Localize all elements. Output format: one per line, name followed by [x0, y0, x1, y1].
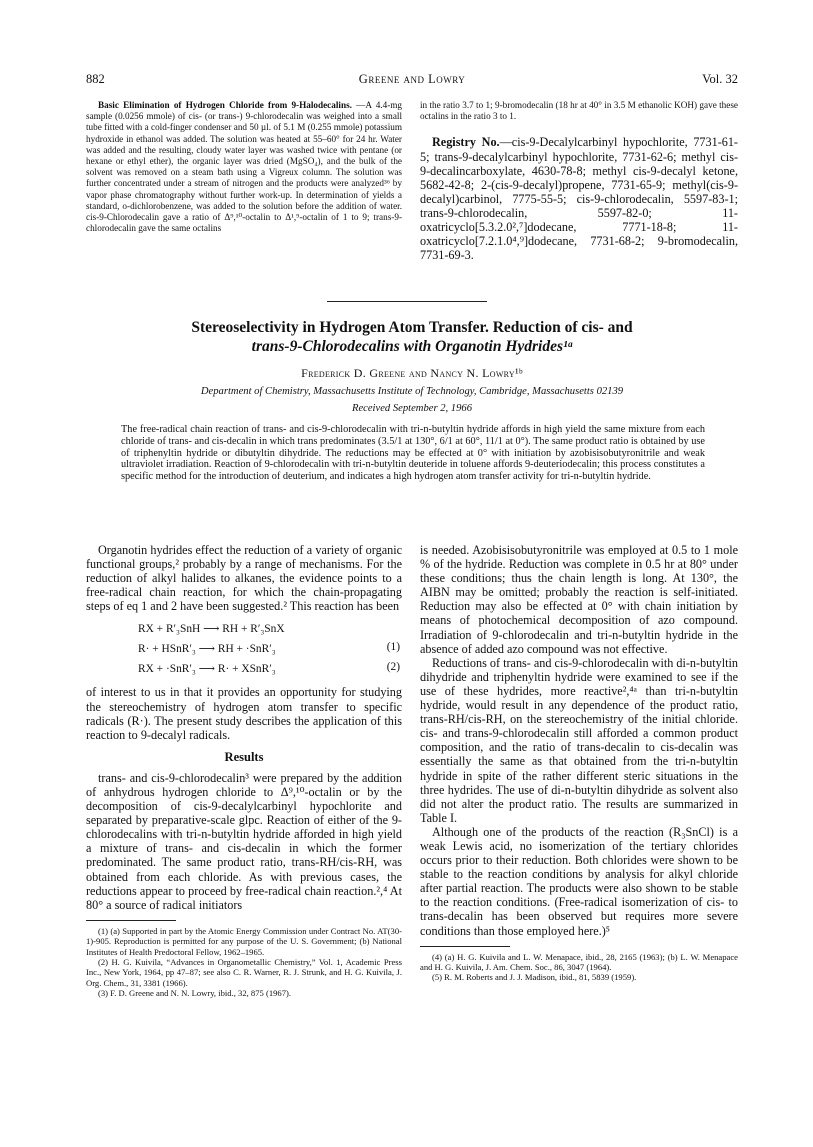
registry-paragraph [420, 135, 738, 262]
registry-label: Registry No. [432, 135, 500, 150]
abstract: The free-radical chain reaction of trans- and cis-9-chlorodecalin with tri-n-butyltin hydride affords in high yield the same mixture from each chloride of trans- and cis-decalin in which trans predominates (3.5/1 at 130°, 6/1 at 60°, 11/1 at 0°). The same product ratio is obtained by use of triphenyltin hydride or dibutyltin dihydride. The reductions may be effected at 0° with initiation by azobisisobutyronitrile and weak ultraviolet irradiation. Reaction of 9-chlorodecalin with tri-n-butyltin deuteride in toluene affords 9-deuteriodecalin; this process constitutes a specific method for the introduction of deuterium, and indicates a high hydrogen atom transfer activity for tri-n-butyltin hydride. [121, 424, 705, 483]
experimental-continuation: in the ratio 3.7 to 1; 9-bromodecalin (18 hr at 40° in 3.5 M ethanolic KOH) gave these octalins in the ratio 3 to 1. [420, 100, 738, 122]
experimental-body: —A 4.4-mg sample (0.0256 mmole) of cis- (or trans-) 9-chlorodecalin was weighed into a small tube fitted with a cold-finger condenser and 50 µl. of 5.1 M (0.255 mmole) potassium hydroxide in ethanol was added. The solution was heated at 55–60° for 24 hr. Water was added and the resulting, cloudy water layer was washed twice with pentane (or hexane or ethyl ether), the organic layer was dried (MgSO₄), and the bulk of the solvent was removed on a steam bath using a Vigreux column. The solution was further concentrated under a stream of nitrogen and the products were analyzed³⁶ by vapor phase chromatography without further work-up. In determination of yields a standard, o-dichlorobenzene, was added to the solution before the addition of water. cis-9-Chlorodecalin gave a ratio of Δ⁹,¹⁰-octalin to Δ¹,⁹-octalin of 1 to 9; trans-9-chlorodecalin gave the same octalins [86, 100, 402, 234]
section-divider [327, 301, 487, 302]
footnote-rule-right [420, 946, 510, 947]
page-header [86, 72, 738, 88]
footnote-3: (3) F. D. Greene and N. N. Lowry, ibid., 32, 875 (1967). [98, 988, 292, 999]
experimental-paragraph [86, 100, 402, 234]
initiation-paragraph: is needed. Azobisisobutyronitrile was employed at 0.5 to 1 mole % of the hydride. Reduction was complete in 0.5 hr at 80° under these conditions; thus the chain length is long. At 130°, the AIBN may be omitted; probably the reaction is self-initiated. Reduction may also be effected at 0° with chain initiation by means of photochemical decomposition of azo compound. Irradiation of 9-chlorodecalin and tri-n-butyltin hydride in the absence of added azo compound was not effective. [420, 543, 738, 656]
body-right-column [420, 543, 738, 983]
equation-1-text: R· + HSnR′₃ ⟶ RH + ·SnR′₃ [138, 643, 276, 656]
title-line-1: Stereoselectivity in Hydrogen Atom Transfer. Reduction of cis- and [191, 319, 633, 336]
results-paragraph: trans- and cis-9-chlorodecalin³ were prepared by the addition of anhydrous hydrogen chloride to Δ⁹,¹⁰-octalin or by the decomposition of cis-9-decalylcarbinyl hypochlorite and separated by preparative-scale glpc. Reaction of either of the 9-chlorodecalins with tri-n-butyltin hydride afforded in high yield a mixture of trans- and cis-decalin in which the former predominated. The same product ratio, trans-RH/cis-RH, was obtained from each chloride. As with previous cases, the reductions appear to proceed by free-radical chain reaction.²,⁴ At 80° a source of radical initiators [86, 770, 402, 912]
department: Department of Chemistry, Massachusetts Institute of Technology, Cambridge, Massachusetts 02139 [200, 386, 624, 397]
results-heading: Results [224, 749, 264, 764]
article-title [86, 318, 738, 356]
footnote-rule [86, 920, 176, 921]
footnote-1: (1) (a) Supported in part by the Atomic Energy Commission under Contract No. AT(30-1)-905. Reproduction is permitted for any purpose of the U. S. Government; (b) National Institutes of Health Predoctoral Fellow, 1962–1965. [86, 925, 402, 957]
authors: Frederick D. Greene and Nancy N. Lowry¹ᵇ [301, 366, 523, 380]
received-date: Received September 2, 1966 [351, 403, 472, 414]
equation-1 [86, 639, 402, 659]
page-number: 882 [86, 72, 105, 86]
equation-2 [86, 659, 402, 679]
volume-label: Vol. 32 [702, 72, 738, 86]
hydrides-paragraph: Reductions of trans- and cis-9-chlorodecalin with di-n-butyltin dihydride and triphenyltin hydride were examined to see if the use of these hydrides, more reactive²,⁴ᵃ than tri-n-butyltin hydride, would result in any dependence of the product ratio, trans-RH/cis-RH, on the stereochemistry of the initial chloride. cis- and trans-9-chlorodecalin still afforded a common product composition, and the ratio of trans-decalin to cis-decalin was essentially the same as that obtained from the tri-n-butyltin hydride in spite of the rather different steric situations in the three hydrides. The use of di-n-butyltin dihydride as solvent also did not alter the product ratio. The results are summarized in Table I. [420, 655, 738, 825]
title-line-2: trans-9-Chlorodecalins with Organotin Hydrides¹ᵃ [251, 338, 573, 355]
intro-paragraph: Organotin hydrides effect the reduction of a variety of organic functional groups,² probably by a range of mechanisms. For the reduction of alkyl halides to alkanes, the evidence points to a free-radical chain reaction, for which the chain-propagating steps of eq 1 and 2 have been suggested.² This reaction has been [86, 543, 402, 614]
equation-0-text: RX + R′₃SnH ⟶ RH + R′₃SnX [138, 623, 285, 636]
registry-text: —cis-9-Decalylcarbinyl hypochlorite, 7731-61-5; trans-9-decalylcarbinyl hypochlorite, 7731-62-6; methyl cis-9-decalincarboxylate, 4630-78-8; methyl cis-9-decalyl ketone, 5682-42-8; 2-(cis-9-decalyl)propene, 7731-65-9; methyl(cis-9-decalyl)carbinol, 7775-55-5; cis-9-chlorodecalin, 5597-83-1; trans-9-chlorodecalin, 5597-82-0; 11-oxatricyclo[5.3.2.0²,⁷]dodecane, 7771-18-8; 11-oxatricyclo[7.2.1.0⁴,⁹]dodecane, 7731-68-2; 9-bromodecalin, 7731-69-3. [420, 135, 738, 263]
experimental-heading: Basic Elimination of Hydrogen Chloride from 9-Halodecalins. [98, 100, 352, 110]
footnote-2: (2) H. G. Kuivila, “Advances in Organometallic Chemistry,” Vol. 1, Academic Press Inc., New York, 1964, pp 47–87; see also C. R. Warner, R. J. Strunk, and H. G. Kuivila, J. Org. Chem., 31, 3381 (1966). [86, 957, 402, 988]
body-left-column [86, 543, 402, 999]
top-left-column [86, 100, 402, 234]
equation-0 [86, 619, 402, 639]
equation-2-number: (2) [386, 661, 400, 674]
intro-continuation: of interest to us in that it provides an opportunity for studying the stereochemistry of hydrogen atom transfer to specific radicals (R·). The present study describes the application of this reaction to 9-decalyl radicals. [86, 685, 402, 742]
equation-1-number: (1) [386, 641, 400, 654]
isomerization-paragraph: Although one of the products of the reaction (R₃SnCl) is a weak Lewis acid, no isomerization of the tertiary chlorides occurs prior to their reduction. Both chlorides were shown to be stable to the reaction conditions by analysis for alkyl chloride after partial reaction. The products were also shown to be stable to the reaction conditions. (Free-radical isomerization of cis- to trans-decalin has been observed but requires more severe conditions than those employed here.)⁵ [420, 824, 738, 938]
footnote-4: (4) (a) H. G. Kuivila and L. W. Menapace, ibid., 28, 2165 (1963); (b) L. W. Menapace and H. G. Kuivila, J. Am. Chem. Soc., 86, 3047 (1964). [420, 951, 738, 973]
equation-2-text: RX + ·SnR′₃ ⟶ R· + XSnR′₃ [138, 663, 276, 676]
top-right-column [420, 100, 738, 262]
running-title: Greene and Lowry [358, 72, 466, 86]
footnote-5: (5) R. M. Roberts and J. J. Madison, ibid., 81, 5839 (1959). [432, 972, 637, 983]
